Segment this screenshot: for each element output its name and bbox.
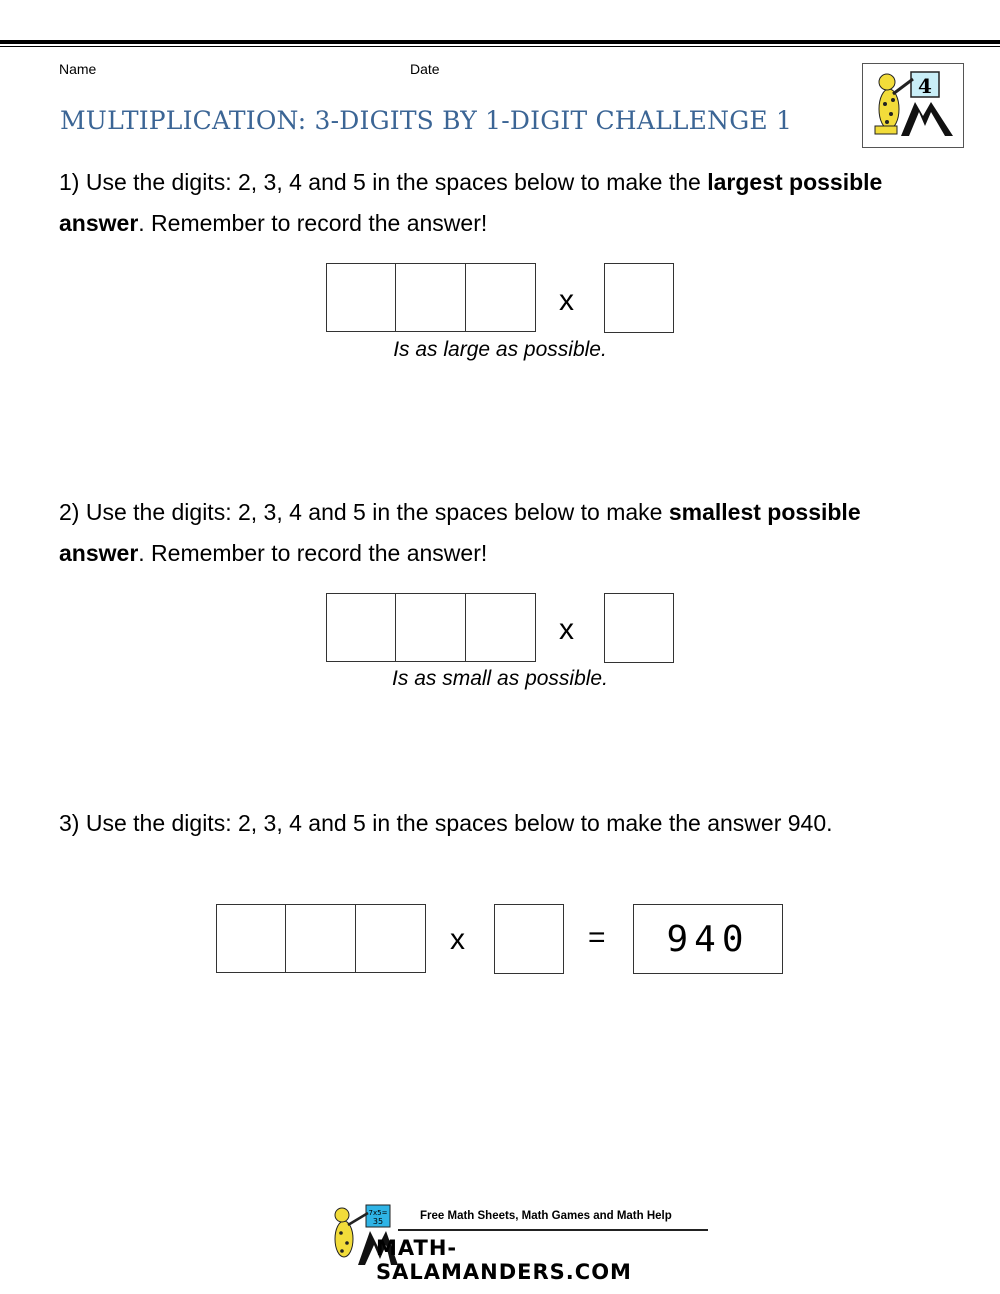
date-label: Date bbox=[410, 61, 440, 77]
q2-multiply-sign: x bbox=[559, 613, 574, 646]
q1-digit-box-3[interactable] bbox=[466, 263, 536, 332]
q2-three-digit-boxes bbox=[326, 593, 536, 662]
svg-text:35: 35 bbox=[372, 1217, 384, 1226]
q1-multiply-sign: x bbox=[559, 284, 574, 317]
svg-text:4: 4 bbox=[918, 74, 932, 98]
footer-brand: MATH-SALAMANDERS.COM bbox=[376, 1236, 632, 1284]
q1-caption: Is as large as possible. bbox=[393, 338, 607, 361]
q3-equals-sign: = bbox=[588, 921, 606, 954]
q3-answer-box: 940 bbox=[633, 904, 783, 974]
question-2-text: 2) Use the digits: 2, 3, 4 and 5 in the spaces below to make smallest possible answer. Remember to record the answer! bbox=[59, 499, 861, 566]
svg-text:7x5=: 7x5= bbox=[368, 1209, 388, 1217]
header-rule-thick bbox=[0, 40, 1000, 44]
q3-digit-box-2[interactable] bbox=[286, 904, 356, 973]
salamander-grade-icon bbox=[863, 64, 963, 147]
q3-digit-box-1[interactable] bbox=[216, 904, 286, 973]
question-1-text: 1) Use the digits: 2, 3, 4 and 5 in the spaces below to make the largest possible answer. Remember to record the answer! bbox=[59, 169, 883, 236]
q2-one-digit-box[interactable] bbox=[604, 593, 674, 663]
q2-caption: Is as small as possible. bbox=[392, 667, 608, 690]
grade-logo bbox=[862, 63, 964, 148]
q1-digit-box-2[interactable] bbox=[396, 263, 466, 332]
q2-digit-box-1[interactable] bbox=[326, 593, 396, 662]
q3-one-digit-box[interactable] bbox=[494, 904, 564, 974]
header-rule-thin bbox=[0, 46, 1000, 47]
question-3-text: 3) Use the digits: 2, 3, 4 and 5 in the spaces below to make the answer 940. bbox=[59, 810, 833, 836]
q2-digit-box-2[interactable] bbox=[396, 593, 466, 662]
worksheet-title: MULTIPLICATION: 3-DIGITS BY 1-DIGIT CHALLENGE 1 bbox=[60, 106, 793, 135]
q3-multiply-sign: x bbox=[450, 923, 465, 956]
q1-digit-box-1[interactable] bbox=[326, 263, 396, 332]
q1-one-digit-box[interactable] bbox=[604, 263, 674, 333]
footer-rule bbox=[398, 1229, 708, 1231]
q1-three-digit-boxes bbox=[326, 263, 536, 332]
footer-tagline: Free Math Sheets, Math Games and Math Help bbox=[420, 1210, 672, 1222]
q2-digit-box-3[interactable] bbox=[466, 593, 536, 662]
q3-digit-box-3[interactable] bbox=[356, 904, 426, 973]
footer-logo bbox=[328, 1203, 708, 1284]
q3-three-digit-boxes bbox=[216, 904, 426, 973]
name-label: Name bbox=[59, 61, 97, 77]
